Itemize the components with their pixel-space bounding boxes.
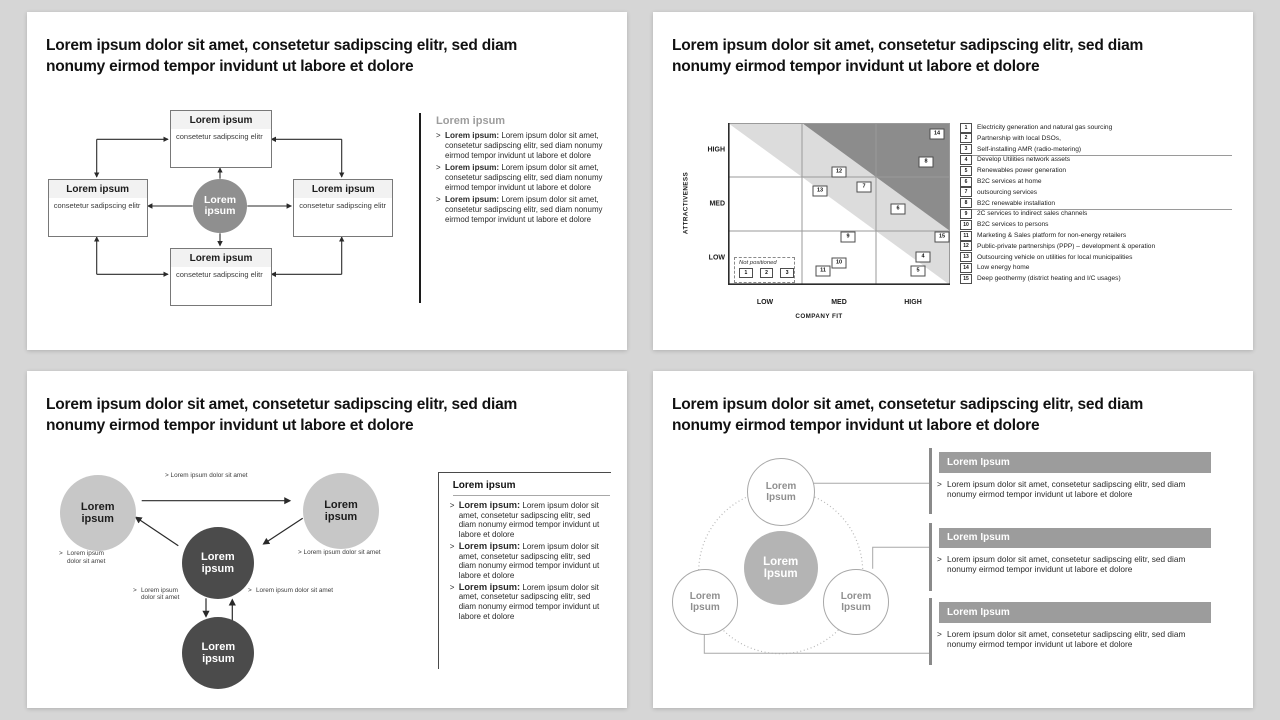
legend-num: 6 [960, 177, 972, 187]
section-header [939, 528, 1211, 548]
cycle-box-right [293, 179, 393, 237]
y-tick-high: HIGH [707, 146, 725, 153]
legend-num: 1 [960, 123, 972, 133]
hub-circle-center [744, 531, 818, 605]
matrix-marker: 8 [919, 156, 934, 167]
legend-num: 9 [960, 209, 972, 219]
slide-thumbnail-1[interactable] [27, 12, 627, 350]
slide-thumbnail-3[interactable] [27, 371, 627, 708]
bullet-text: Lorem ipsum dolor sit amet, consetetur sadipscing elitr, sed diam nonumy eirmod tempor invidunt ut labore et dolore [458, 501, 600, 540]
center-circle-label: Lorem ipsum [203, 193, 237, 217]
bullet-marker: > [449, 541, 455, 551]
panel-title: Lorem ipsum [452, 480, 516, 491]
matrix-marker: 3 [780, 268, 794, 278]
legend-row [960, 220, 1048, 229]
legend-num: 13 [960, 252, 972, 262]
y-tick-med: MED [709, 200, 725, 207]
legend-row [960, 274, 1121, 283]
legend-row [960, 242, 1155, 251]
legend-num: 2 [960, 133, 972, 143]
hub-circle-bottom-left [672, 569, 738, 635]
legend-text: B2C renewable installation [977, 199, 1056, 207]
section-body: > Lorem ipsum dolor sit amet, consetetur sadipscing elitr, sed diam nonumy eirmod tempor invidunt ut labore et dolore [937, 629, 1186, 649]
legend-row [960, 209, 1087, 218]
bullet-marker: > [436, 195, 441, 204]
circle-label: Lorem Ipsum [763, 555, 799, 580]
side-panel-bullets [436, 131, 612, 227]
bullet-item [450, 501, 603, 540]
legend-row [960, 166, 1066, 175]
slide1-title: Lorem ipsum dolor sit amet, consetetur sadipscing elitr, sed diam nonumy eirmod tempor invidunt ut labore et dolore [46, 37, 518, 75]
legend-text: Public-private partnerships (PPP) – development & operation [977, 242, 1156, 250]
legend-text: B2C services to persons [977, 221, 1049, 229]
bullet-text: Lorem ipsum dolor sit amet, consetetur sadipscing elitr, sed diam nonumy eirmod tempor invidunt ut labore et dolore [445, 195, 603, 224]
bullet-marker: > [436, 131, 441, 140]
matrix-marker: 7 [857, 181, 872, 192]
box-body: consetetur sadipscing elitr [176, 269, 263, 279]
x-axis-title: COMPANY FIT [795, 313, 843, 320]
section-body: > Lorem ipsum dolor sit amet, consetetur sadipscing elitr, sed diam nonumy eirmod tempor invidunt ut labore et dolore [937, 554, 1186, 574]
legend-row [960, 155, 1070, 164]
legend-text: Self-installing AMR (radio-metering) [977, 145, 1082, 153]
slide-thumbnail-2[interactable] [653, 12, 1253, 350]
bullet-marker: > [436, 163, 441, 172]
bullet-label: Lorem ipsum: [458, 540, 521, 551]
matrix-marker: 10 [832, 257, 847, 268]
bullet-marker: > [449, 582, 455, 592]
circle-label: Lorem Ipsum [840, 590, 872, 613]
matrix-marker: 5 [911, 265, 926, 276]
matrix-marker: 9 [841, 231, 856, 242]
box-title: Lorem ipsum [49, 180, 147, 198]
bullet-label: Lorem ipsum: [458, 581, 521, 592]
section-header-label: Lorem Ipsum [947, 606, 1010, 618]
circle-label: Lorem ipsum [201, 641, 236, 666]
annotation-top-right: > Lorem ipsum dolor sit amet [298, 548, 381, 556]
legend-text: Electricity generation and natural gas sourcing [977, 124, 1113, 131]
x-tick-med: MED [831, 299, 847, 306]
x-tick-low: LOW [756, 299, 774, 306]
box-title: Lorem ipsum [171, 249, 271, 267]
flow-circle-top-right [303, 473, 379, 549]
y-tick-low: LOW [708, 254, 725, 261]
legend-num: 14 [960, 263, 972, 273]
matrix-marker: 1 [739, 268, 753, 278]
circle-label: Lorem ipsum [80, 500, 115, 525]
bullet-text: Lorem ipsum dolor sit amet, consetetur sadipscing elitr, sed diam nonumy eirmod tempor invidunt ut labore et dolore [445, 131, 603, 160]
legend-row [960, 134, 1061, 143]
bullet-label: Lorem ipsum: [458, 500, 521, 510]
cycle-box-left [48, 179, 148, 237]
slide3-title: Lorem ipsum dolor sit amet, consetetur sadipscing elitr, sed diam nonumy eirmod tempor invidunt ut labore et dolore [46, 396, 518, 434]
bullet-item [436, 195, 612, 225]
section-header-label: Lorem Ipsum [947, 456, 1010, 468]
box-body: consetetur sadipscing elitr [176, 132, 263, 141]
box-title: Lorem ipsum [294, 180, 392, 198]
slide2-title: Lorem ipsum dolor sit amet, consetetur sadipscing elitr, sed diam nonumy eirmod tempor invidunt ut labore et dolore [672, 37, 1144, 75]
section-header [939, 452, 1211, 472]
legend-text: Partnership with local DSOs, [977, 134, 1061, 142]
legend-text: Outsourcing vehicle on utilities for local municipalities [977, 253, 1133, 261]
section-accent-bar [929, 598, 932, 665]
matrix-marker: 6 [891, 203, 906, 214]
section-header-label: Lorem Ipsum [947, 532, 1010, 544]
legend-num: 5 [960, 166, 972, 176]
text-panel-frame [438, 472, 611, 669]
circle-label: Lorem Ipsum [765, 480, 797, 503]
legend-row [960, 253, 1132, 262]
bullet-label: Lorem ipsum: [445, 195, 500, 204]
legend-text: Low energy home [977, 264, 1030, 272]
legend-num: 3 [960, 144, 972, 154]
legend-text: Renewables power generation [977, 167, 1067, 175]
panel-bullets [450, 501, 603, 623]
legend-num: 11 [960, 231, 972, 241]
circle-label: Lorem ipsum [324, 499, 358, 523]
x-tick-high: HIGH [904, 299, 922, 306]
matrix-marker: 11 [816, 265, 831, 276]
bullet-text: Lorem ipsum dolor sit amet, consetetur sadipscing elitr, sed diam nonumy eirmod tempor invidunt ut labore et dolore [458, 582, 600, 621]
not-positioned-box [734, 257, 795, 283]
panel-divider-line [419, 113, 421, 303]
section-body: > Lorem ipsum dolor sit amet, consetetur sadipscing elitr, sed diam nonumy eirmod tempor invidunt ut labore et dolore [937, 478, 1186, 499]
side-panel-heading: Lorem ipsum [436, 115, 506, 127]
bullet-text: Lorem ipsum dolor sit amet, consetetur sadipscing elitr, sed diam nonumy eirmod tempor invidunt ut labore et dolore [445, 163, 603, 192]
matrix-marker: 13 [813, 185, 828, 196]
section-accent-bar [929, 448, 932, 514]
bullet-item [436, 131, 612, 161]
legend-text: B2C services at home [977, 178, 1042, 185]
not-positioned-items [739, 268, 794, 278]
box-body: consetetur sadipscing elitr [299, 201, 387, 210]
hub-circle-bottom-right [823, 569, 889, 635]
legend-text: Marketing & Sales platform for non-energy retailers [977, 232, 1127, 239]
panel-title-rule [453, 495, 610, 496]
not-positioned-label: Not positioned [739, 259, 777, 266]
cycle-box-bottom [170, 248, 272, 306]
hub-circle-top [747, 458, 815, 526]
slide4-title: Lorem ipsum dolor sit amet, consetetur sadipscing elitr, sed diam nonumy eirmod tempor invidunt ut labore et dolore [672, 396, 1144, 434]
section-accent-bar [929, 523, 932, 591]
box-title: Lorem ipsum [171, 111, 271, 129]
matrix-plot [728, 123, 950, 285]
matrix-marker: 14 [930, 128, 945, 139]
matrix-marker: 15 [935, 231, 950, 242]
annotation-center-left: > Lorem ipsum dolor sit amet [133, 586, 180, 602]
legend-text: Deep geothermy (district heating and I/C usages) [977, 275, 1121, 283]
circle-label: Lorem ipsum [200, 551, 235, 576]
bullet-marker: > [449, 501, 455, 510]
legend-num: 10 [960, 220, 972, 230]
legend-row [960, 123, 1112, 132]
matrix-marker: 4 [916, 251, 931, 262]
bullet-label: Lorem ipsum: [445, 131, 500, 140]
cycle-center-circle [193, 179, 248, 234]
legend-num: 8 [960, 198, 972, 208]
legend-row [960, 177, 1042, 186]
legend-num: 12 [960, 241, 972, 251]
cycle-box-top [170, 110, 272, 168]
legend-text: outsourcing services [977, 188, 1038, 196]
legend-row [960, 263, 1029, 272]
slide-thumbnail-4[interactable] [653, 371, 1253, 708]
circle-label: Lorem Ipsum [689, 590, 721, 613]
box-body: consetetur sadipscing elitr [53, 201, 141, 210]
bullet-label: Lorem ipsum: [445, 163, 500, 172]
bullet-item [450, 542, 603, 581]
bullet-item [436, 163, 612, 193]
annotation-top-left: > Lorem ipsum dolor sit amet [59, 550, 106, 565]
matrix-marker: 2 [760, 268, 774, 278]
legend-num: 7 [960, 187, 972, 197]
legend-num: 4 [960, 155, 972, 165]
matrix-legend [960, 123, 1240, 293]
legend-text: 2C services to indirect sales channels [977, 210, 1088, 218]
legend-text: Develop Utilities network assets [977, 156, 1071, 164]
bullet-text: Lorem ipsum dolor sit amet, consetetur sadipscing elitr, sed diam nonumy eirmod tempor invidunt ut labore et dolore [458, 541, 600, 580]
y-axis-title: ATTRACTIVENESS [682, 171, 690, 235]
annotation-center-right: > Lorem ipsum dolor sit amet [248, 586, 334, 594]
legend-num: 15 [960, 274, 972, 284]
legend-row [960, 231, 1126, 240]
arrow-annotation: > Lorem ipsum dolor sit amet [165, 472, 248, 479]
legend-row [960, 199, 1055, 208]
matrix-marker: 12 [832, 166, 847, 177]
legend-row [960, 188, 1037, 197]
section-header [939, 602, 1211, 622]
flow-circle-top-left [60, 475, 136, 551]
legend-row [960, 145, 1081, 154]
bullet-item [450, 583, 603, 622]
